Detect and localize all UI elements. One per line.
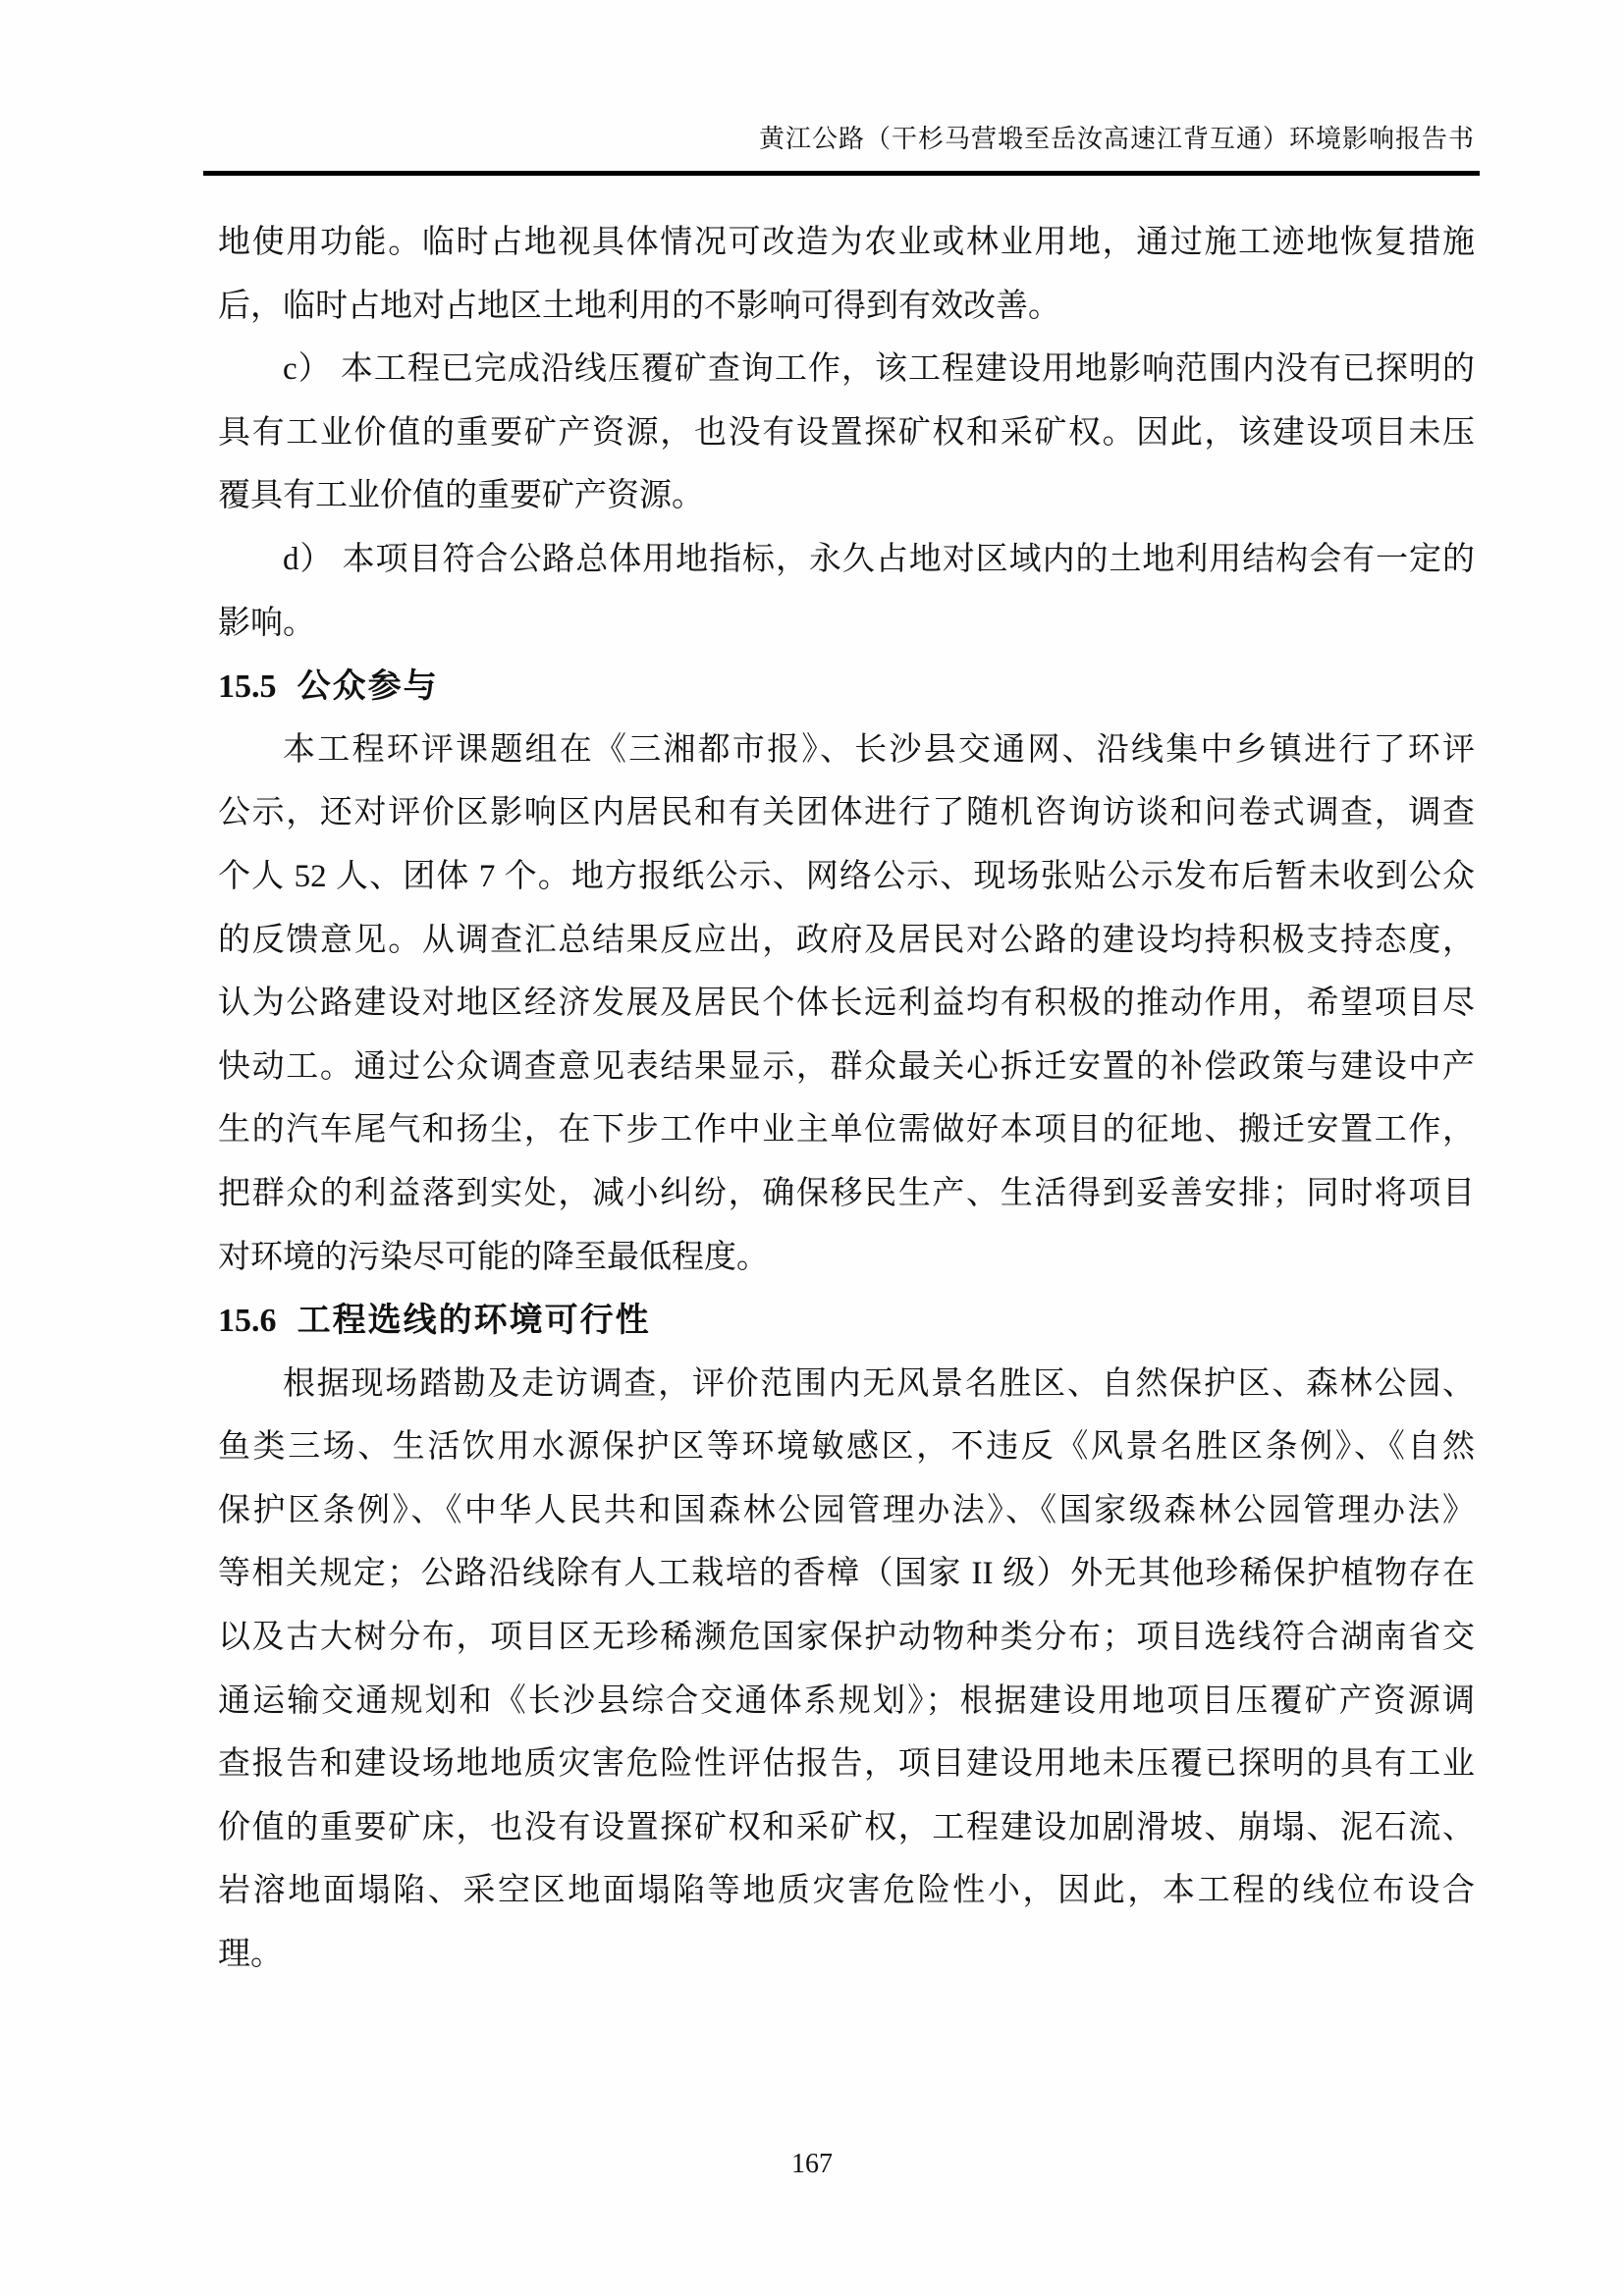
heading-15-6 [218, 1289, 1475, 1353]
para-item-d-line-1: d） 本项目符合公路总体用地指标，永久占地对区域内的土地利用结构会有一定的 [283, 541, 1475, 577]
para-public-participation-line-1: 本工程环评课题组在《三湘都市报》、长沙县交通网、沿线集中乡镇进行了环评 [283, 731, 1475, 768]
para-public-participation-line-8: 把群众的利益落到实处，减小纠纷，确保移民生产、生活得到妥善安排；同时将项目 [218, 1175, 1475, 1211]
para-route-selection-line-7: 查报告和建设场地地质灾害危险性评估报告，项目建设用地未压覆已探明的具有工业 [218, 1746, 1475, 1783]
para-public-participation-line-6: 快动工。通过公众调查意见表结果显示，群众最关心拆迁安置的补偿政策与建设中产 [218, 1048, 1475, 1085]
heading-15-5-number: 15.5 [218, 668, 277, 706]
para-item-c-line-2: 具有工业价值的重要矿产资源，也没有设置探矿权和采矿权。因此，该建设项目未压 [218, 414, 1475, 451]
para-route-selection-line-5: 以及古大树分布，项目区无珍稀濒危国家保护动物种类分布；项目选线符合湖南省交 [218, 1620, 1475, 1656]
para-land-use-continued-line-1: 地使用功能。临时占地视具体情况可改造为农业或林业用地，通过施工迹地恢复措施 [218, 225, 1475, 260]
para-public-participation-line-7: 生的汽车尾气和扬尘，在下步工作中业主单位需做好本项目的征地、搬迁安置工作， [218, 1112, 1475, 1148]
para-land-use-continued-line-2: 后，临时占地对占地区土地利用的不影响可得到有效改善。 [218, 288, 1060, 324]
document-body [218, 211, 1475, 1987]
heading-15-6-title: 工程选线的环境可行性 [297, 1302, 651, 1340]
para-route-selection-line-10: 理。 [218, 1937, 283, 1973]
para-item-c-line-1: c） 本工程已完成沿线压覆矿查询工作，该工程建设用地影响范围内没有已探明的 [283, 351, 1475, 388]
header-rule [203, 171, 1480, 176]
para-route-selection-line-8: 价值的重要矿床，也没有设置探矿权和采矿权，工程建设加剧滑坡、崩塌、泥石流、 [218, 1809, 1475, 1845]
heading-15-6-number: 15.6 [218, 1303, 277, 1340]
para-route-selection-line-4: 等相关规定；公路沿线除有人工栽培的香樟（国家 II 级）外无其他珍稀保护植物存在 [218, 1556, 1475, 1592]
para-item-c-line-3: 覆具有工业价值的重要矿产资源。 [218, 478, 704, 514]
para-route-selection-line-2: 鱼类三场、生活饮用水源保护区等环境敏感区，不违反《风景名胜区条例》、《自然 [218, 1429, 1475, 1466]
para-public-participation-line-5: 认为公路建设对地区经济发展及居民个体长远利益均有积极的推动作用，希望项目尽 [218, 986, 1475, 1022]
heading-15-5-title: 公众参与 [297, 667, 439, 706]
para-public-participation-line-9: 对环境的污染尽可能的降至最低程度。 [218, 1239, 769, 1275]
para-route-selection-line-3: 保护区条例》、《中华人民共和国森林公园管理办法》、《国家级森林公园管理办法》 [218, 1492, 1475, 1528]
page-number: 167 [791, 2149, 833, 2179]
para-public-participation-line-3: 个人 52 人、团体 7 个。地方报纸公示、网络公示、现场张贴公示发布后暂未收到公众 [218, 858, 1475, 894]
para-route-selection-line-6: 通运输交通规划和《长沙县综合交通体系规划》；根据建设用地项目压覆矿产资源调 [218, 1682, 1475, 1719]
para-route-selection-line-1: 根据现场踏勘及走访调查，评价范围内无风景名胜区、自然保护区、森林公园、 [283, 1365, 1475, 1402]
header-title: 黄江公路（干杉马营塅至岳汝高速江背互通）环境影响报告书 [758, 125, 1475, 153]
para-public-participation-line-2: 公示，还对评价区影响区内居民和有关团体进行了随机咨询访谈和问卷式调查，调查 [218, 795, 1475, 831]
para-route-selection-line-9: 岩溶地面塌陷、采空区地面塌陷等地质灾害危险性小，因此，本工程的线位布设合 [218, 1873, 1475, 1909]
heading-15-5 [218, 655, 1475, 719]
para-item-d-line-2: 影响。 [218, 605, 315, 641]
para-public-participation-line-4: 的反馈意见。从调查汇总结果反应出，政府及居民对公路的建设均持积极支持态度， [218, 922, 1475, 958]
